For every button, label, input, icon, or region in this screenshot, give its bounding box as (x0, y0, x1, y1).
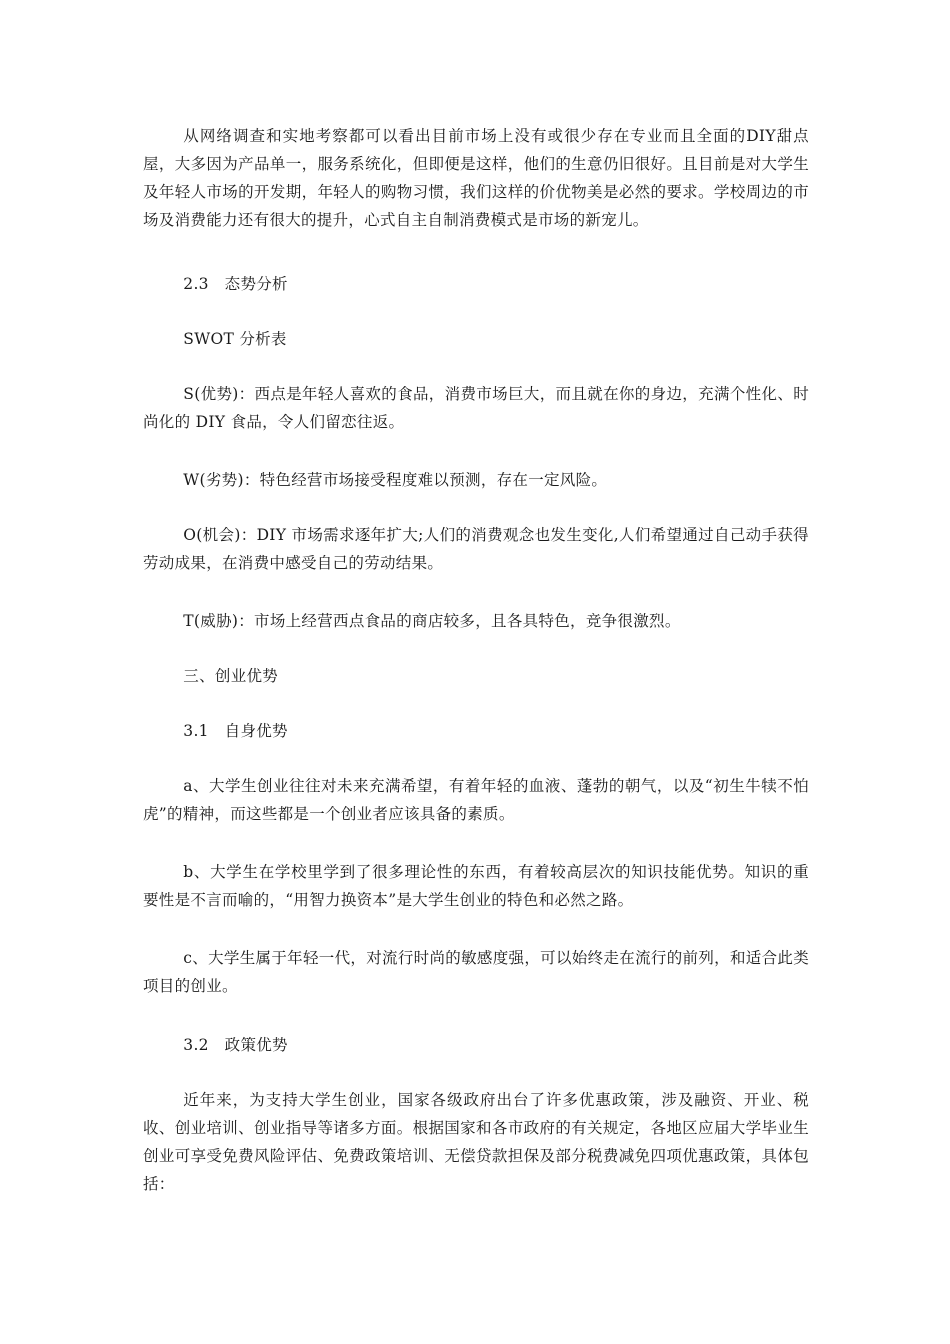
section-heading-3-1: 3.1 自身优势 (183, 722, 288, 740)
paragraph-market-overview: 从网络调查和实地考察都可以看出目前市场上没有或很少存在专业而且全面的DIY甜点屋，大多因为产品单一，服务系统化，但即便是这样，他们的生意仍旧很好。且目前是对大学生及年轻人市场的开发期，年轻人的购物习惯，我们这样的价优物美是必然的要求。学校周边的市场及消费能力还有很大的提升，心式自主自制消费模式是市场的新宠儿。 (143, 127, 809, 229)
paragraph-policy-advantage: 近年来，为支持大学生创业，国家各级政府出台了许多优惠政策，涉及融资、开业、税收、创业培训、创业指导等诸多方面。根据国家和各市政府的有关规定，各地区应届大学毕业生创业可享受免费风险评估、免费政策培训、无偿贷款担保及部分税费减免四项优惠政策，具体包括： (143, 1091, 809, 1193)
paragraph-swot-strengths: S(优势)：西点是年轻人喜欢的食品，消费市场巨大，而且就在你的身边，充满个性化、时尚化的 DIY 食品，令人们留恋往返。 (143, 385, 809, 431)
paragraph-swot-weaknesses: W(劣势)：特色经营市场接受程度难以预测，存在一定风险。 (183, 471, 608, 489)
table-title-swot: SWOT 分析表 (183, 330, 287, 348)
section-heading-3: 三、创业优势 (183, 667, 279, 685)
section-heading-3-2: 3.2 政策优势 (183, 1036, 288, 1054)
section-heading-2-3: 2.3 态势分析 (183, 275, 288, 293)
paragraph-swot-threats: T(威胁)：市场上经营西点食品的商店较多，且各具特色，竞争很激烈。 (183, 612, 681, 630)
paragraph-advantage-b: b、大学生在学校里学到了很多理论性的东西，有着较高层次的知识技能优势。知识的重要性是不言而喻的，“用智力换资本”是大学生创业的特色和必然之路。 (143, 863, 809, 909)
paragraph-advantage-c: c、大学生属于年轻一代，对流行时尚的敏感度强，可以始终走在流行的前列，和适合此类项目的创业。 (143, 949, 809, 995)
paragraph-swot-opportunities: O(机会)：DIY 市场需求逐年扩大;人们的消费观念也发生变化,人们希望通过自己动手获得劳动成果，在消费中感受自己的劳动结果。 (143, 526, 809, 572)
paragraph-advantage-a: a、大学生创业往往对未来充满希望，有着年轻的血液、蓬勃的朝气，以及“初生牛犊不怕虎”的精神，而这些都是一个创业者应该具备的素质。 (143, 777, 809, 823)
